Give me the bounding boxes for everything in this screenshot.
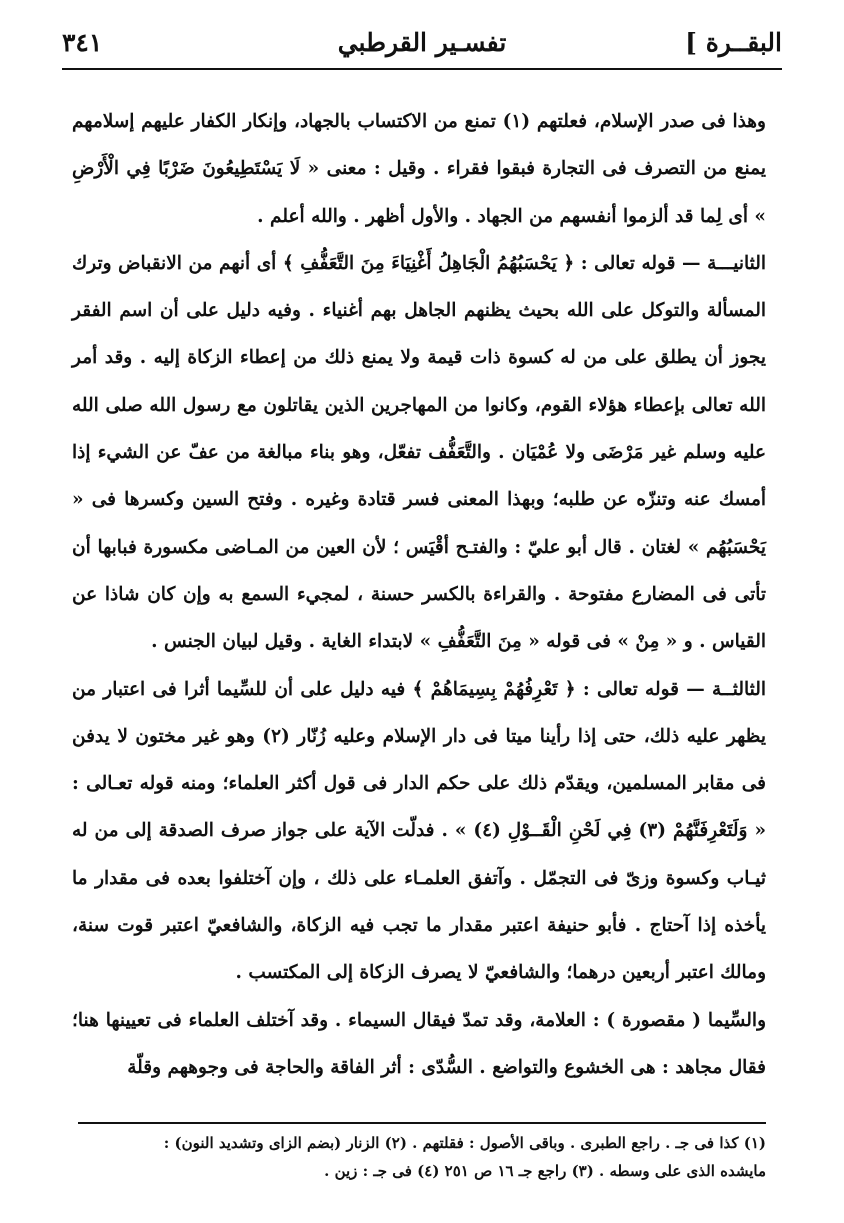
paragraph: والسِّيما ( مقصورة ) : العلامة، وقد تمدّ فيقال السيماء . وقد آختلف العلماء فى تعيينها هنا؛ فقال مجاهد : هى الخشوع والتواضع . السُّدّى : أثر الفاقة والحاجة فى وجوههم وقلّة bbox=[72, 1009, 766, 1078]
paragraph: وهذا فى صدر الإسلام، فعلتهم (١) تمنع من الاكتساب بالجهاد، وإنكار الكفار عليهم إسلامهم يمنع من التصرف فى التجارة فبقوا فقراء . وقيل : معنى « لَا يَسْتَطِيعُونَ ضَرْبًا فِي الْأَرْضِ » أى لِما قد ألزموا أنفسهم من الجهاد . والأول أظهر . والله أعلم . bbox=[72, 111, 766, 227]
footnote-divider bbox=[78, 1122, 766, 1124]
page-number: ٣٤١ bbox=[62, 28, 103, 57]
main-text bbox=[72, 98, 766, 1091]
header-divider bbox=[62, 68, 782, 70]
footnote-line: (١) كذا فى جـ . راجع الطبرى . وباقى الأصول : فقلتهم . (٢) الزنار (بضم الزاى وتشديد النون) : bbox=[163, 1134, 766, 1152]
book-title: تفسـير القرطبي bbox=[337, 28, 507, 57]
paragraph: الثالثــة — قوله تعالى : ﴿ تَعْرِفُهُمْ بِسِيمَاهُمْ ﴾ فيه دليل على أن للسِّيما أثرا فى اعتبار من يظهر عليه ذلك، حتى إذا رأينا ميتا فى دار الإسلام وعليه زُنّار (٢) وهو غير مختون لا يدفن فى مقابر المسلمين، ويقدّم ذلك على حكم الدار فى قول أكثر العلماء؛ ومنه قوله تعـالى : « وَلَتَعْرِفَنَّهُمْ (٣) فِي لَحْنِ الْقَــوْلِ (٤) » . فدلّت الآية على جواز صرف الصدقة إلى من له ثيـاب وكسوة وزىّ فى التجمّل . وآتفق العلمـاء على ذلك ، وإن آختلفوا بعده فى مقدار ما يأخذه إذا آحتاج . فأبو حنيفة اعتبر مقدار ما تجب فيه الزكاة، والشافعيّ اعتبر قوت سنة، ومالك اعتبر أربعين درهما؛ والشافعيّ لا يصرف الزكاة إلى المكتسب . bbox=[72, 678, 767, 984]
footnotes bbox=[74, 1129, 766, 1185]
footnote-line: مايشده الذى على وسطه . (٣) راجع جـ ١٦ ص ٢٥١ (٤) فى جـ : زين . bbox=[324, 1162, 766, 1180]
page-header bbox=[62, 22, 782, 72]
surah-name: البقــرة ] bbox=[685, 28, 782, 57]
paragraph: الثانيـــة — قوله تعالى : ﴿ يَحْسَبُهُمُ الْجَاهِلُ أَغْنِيَاءَ مِنَ التَّعَفُّفِ ﴾ أى أنهم من الانقباض وترك المسألة والتوكل على الله بحيث يظنهم الجاهل بهم أغنياء . وفيه دليل على أن اسم الفقر يجوز أن يطلق على من له كسوة ذات قيمة ولا يمنع ذلك من إعطاء الزكاة إليه . وقد أمر الله تعالى بإعطاء هؤلاء القوم، وكانوا من المهاجرين الذين يقاتلون مع رسول الله صلى الله عليه وسلم غير مَرْضَى ولا عُمْيَان . والتَّعَفُّف تفعّل، وهو بناء مبالغة من عفّ عن الشيء إذا أمسك عنه وتنزّه عن طلبه؛ وبهذا المعنى فسر قتادة وغيره . وفتح السين وكسرها فى « يَحْسَبُهُم » لغتان . قال أبو عليّ : والفتـح أقْيَس ؛ لأن العين من المـاضى مكسورة فبابها أن تأتى فى المضارع مفتوحة . والقراءة بالكسر حسنة ، لمجيء السمع به وإن كان شاذا عن القياس . و « مِنْ » فى قوله « مِنَ التَّعَفُّفِ » لابتداء الغاية . وقيل لبيان الجنس . bbox=[72, 252, 766, 653]
